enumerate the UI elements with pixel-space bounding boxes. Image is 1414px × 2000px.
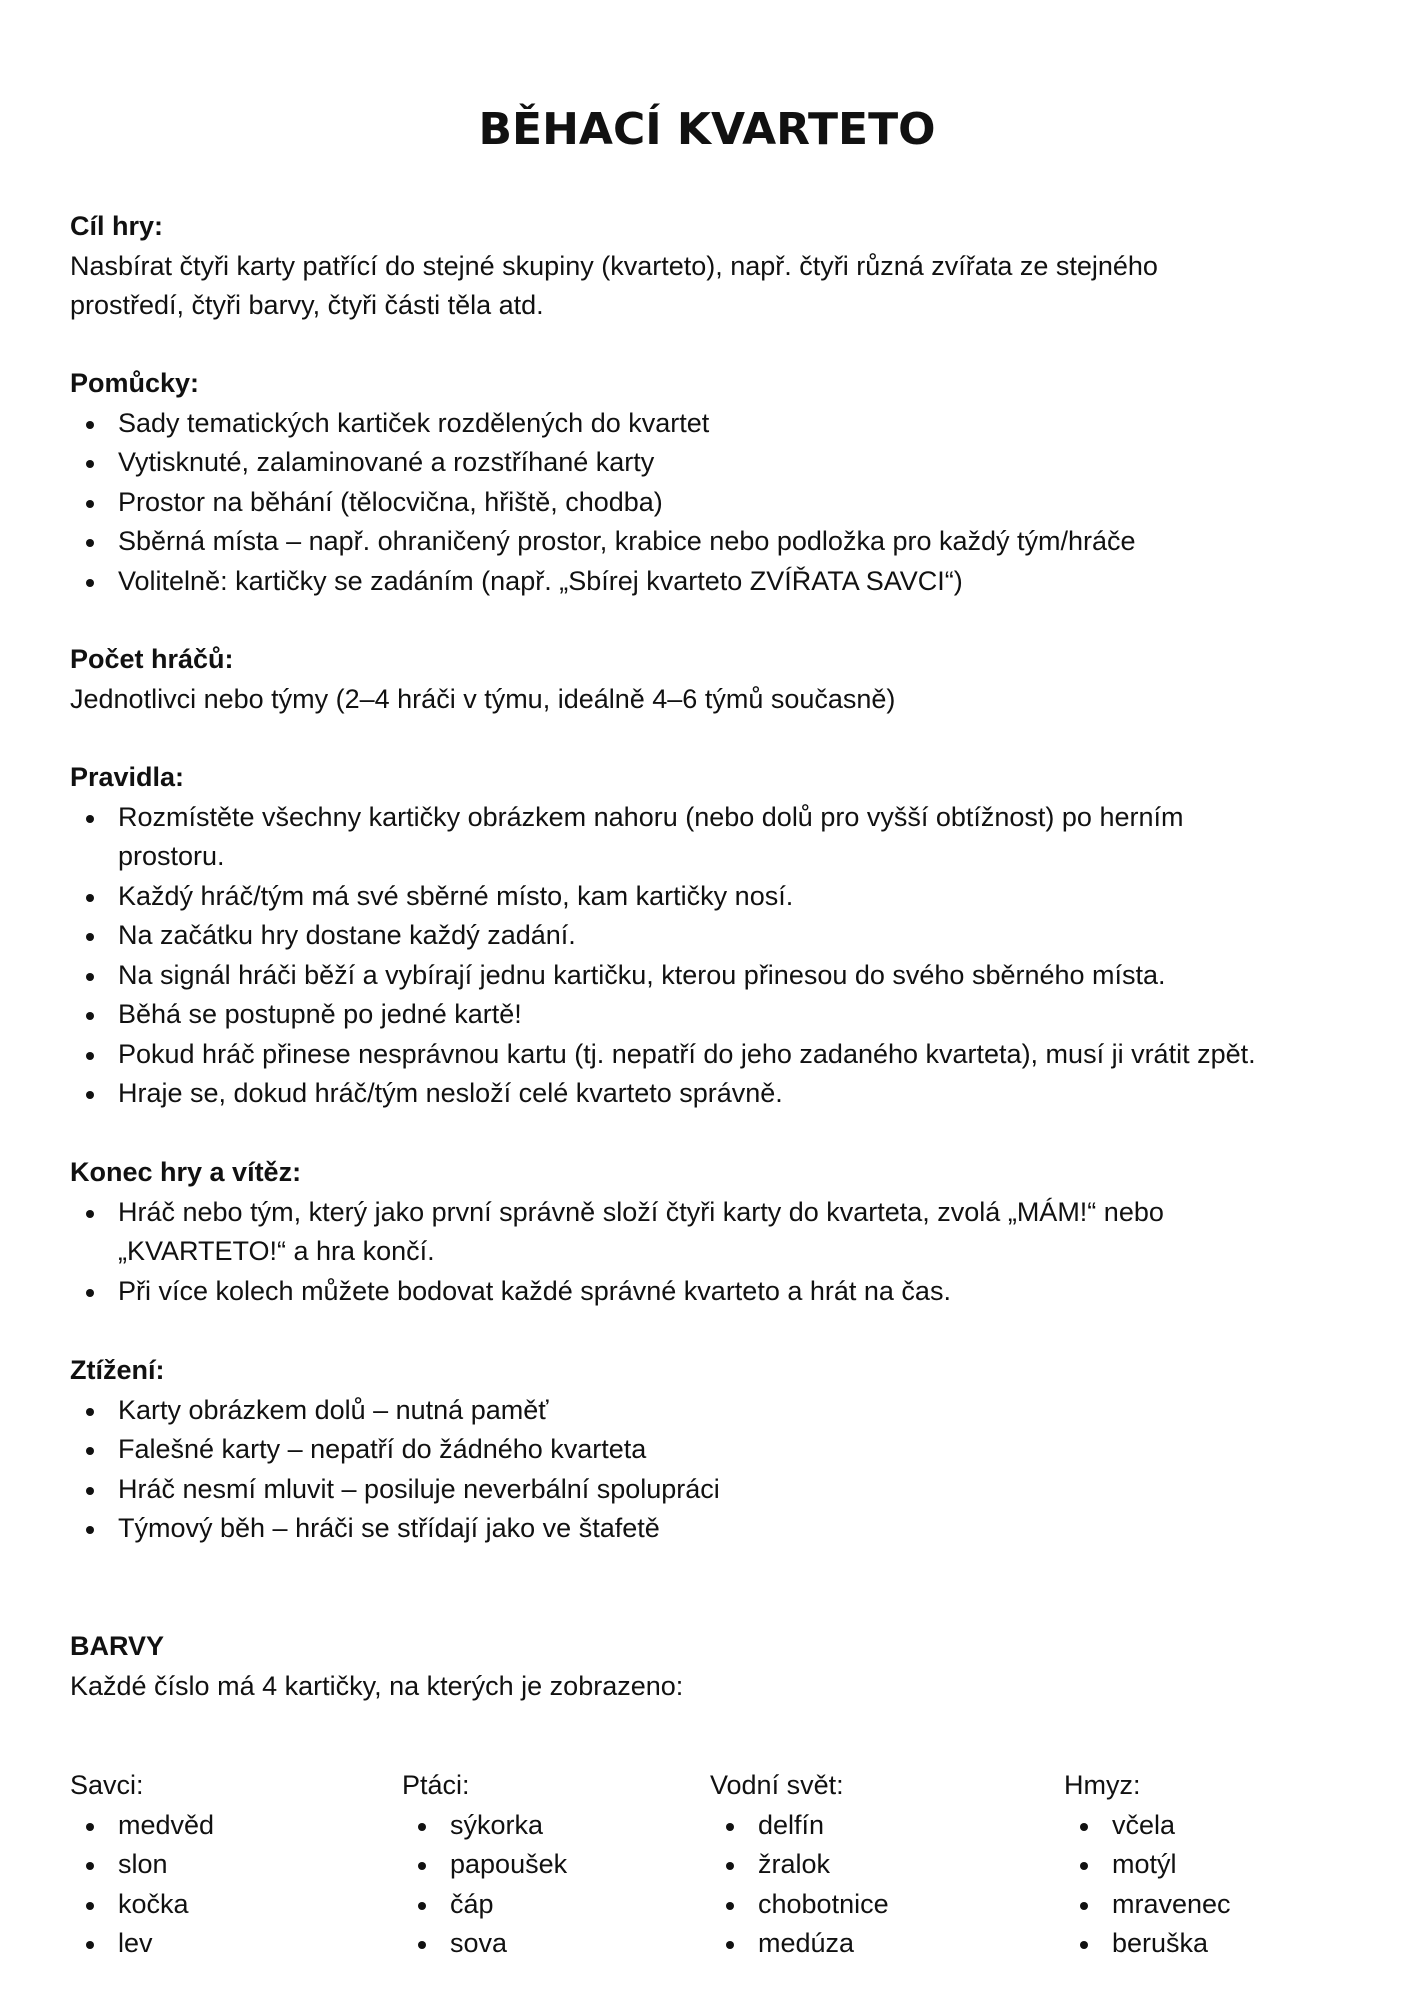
list-item: Každý hráč/tým má své sběrné místo, kam kartičky nosí. [70, 877, 1320, 917]
list-item: Prostor na běhání (tělocvična, hřiště, chodba) [70, 483, 1360, 523]
list-item: slon [70, 1845, 214, 1885]
list-item: žralok [710, 1845, 889, 1885]
list-item: Rozmístěte všechny kartičky obrázkem nahoru (nebo dolů pro vyšší obtížnost) po herním prostoru. [70, 798, 1238, 877]
list-item: Sady tematických kartiček rozdělených do kvartet [70, 404, 1360, 444]
list-item: medúza [710, 1924, 889, 1964]
tools-section [70, 364, 1360, 601]
list-item: Sběrná místa – např. ohraničený prostor, krabice nebo podložka pro každý tým/hráče [70, 522, 1360, 562]
rules-list [70, 798, 1320, 1114]
rules-section [70, 758, 1360, 1114]
list-item: beruška [1064, 1924, 1231, 1964]
list-item: kočka [70, 1885, 214, 1925]
list-item: Na začátku hry dostane každý zadání. [70, 916, 1320, 956]
colors-text: Každé číslo má 4 kartičky, na kterých je zobrazeno: [70, 1670, 684, 1701]
group-list [710, 1806, 889, 1964]
list-item: včela [1064, 1806, 1231, 1846]
list-item: motýl [1064, 1845, 1231, 1885]
end-section [70, 1153, 1360, 1311]
group-title: Ptáci: [402, 1770, 470, 1800]
players-section [70, 640, 1360, 719]
list-item: Karty obrázkem dolů – nutná paměť [70, 1391, 1360, 1431]
group-list [402, 1806, 567, 1964]
colors-section [70, 1627, 1360, 1706]
group-list [1064, 1806, 1231, 1964]
group-title: Savci: [70, 1770, 144, 1800]
group-column-birds [402, 1766, 567, 1964]
list-item: Týmový běh – hráči se střídají jako ve štafetě [70, 1509, 1360, 1549]
group-column-insects [1064, 1766, 1231, 1964]
harder-heading: Ztížení: [70, 1355, 165, 1385]
harder-section [70, 1351, 1360, 1549]
list-item: Při více kolech můžete bodovat každé správné kvarteto a hrát na čas. [70, 1272, 1360, 1312]
colors-heading: BARVY [70, 1631, 165, 1661]
list-item: Pokud hráč přinese nesprávnou kartu (tj. nepatří do jeho zadaného kvarteta), musí ji vrátit zpět. [70, 1035, 1320, 1075]
list-item: Hráč nebo tým, který jako první správně složí čtyři karty do kvarteta, zvolá „MÁM!“ nebo „KVARTETO!“ a hra končí. [70, 1193, 1268, 1272]
list-item: Volitelně: kartičky se zadáním (např. „Sbírej kvarteto ZVÍŘATA SAVCI“) [70, 562, 1360, 602]
page-title: BĚHACÍ KVARTETO [478, 104, 936, 155]
list-item: Falešné karty – nepatří do žádného kvarteta [70, 1430, 1360, 1470]
list-item: Hráč nesmí mluvit – posiluje neverbální spolupráci [70, 1470, 1360, 1510]
rules-heading: Pravidla: [70, 762, 185, 792]
list-item: delfín [710, 1806, 889, 1846]
list-item: Vytisknuté, zalaminované a rozstříhané karty [70, 443, 1360, 483]
harder-list [70, 1391, 1360, 1549]
list-item: sýkorka [402, 1806, 567, 1846]
list-item: lev [70, 1924, 214, 1964]
group-title: Hmyz: [1064, 1770, 1141, 1800]
goal-heading: Cíl hry: [70, 211, 164, 241]
end-heading: Konec hry a vítěz: [70, 1157, 302, 1187]
group-column-water [710, 1766, 889, 1964]
group-list [70, 1806, 214, 1964]
goal-section [70, 207, 1360, 326]
players-text: Jednotlivci nebo týmy (2–4 hráči v týmu, ideálně 4–6 týmů současně) [70, 683, 896, 714]
group-title: Vodní svět: [710, 1770, 844, 1800]
list-item: chobotnice [710, 1885, 889, 1925]
list-item: Hraje se, dokud hráč/tým nesloží celé kvarteto správně. [70, 1074, 1320, 1114]
end-list [70, 1193, 1360, 1312]
list-item: sova [402, 1924, 567, 1964]
players-heading: Počet hráčů: [70, 644, 234, 674]
list-item: medvěd [70, 1806, 214, 1846]
tools-list [70, 404, 1360, 602]
group-column-mammals [70, 1766, 214, 1964]
list-item: papoušek [402, 1845, 567, 1885]
list-item: mravenec [1064, 1885, 1231, 1925]
list-item: čáp [402, 1885, 567, 1925]
goal-text: Nasbírat čtyři karty patřící do stejné skupiny (kvarteto), např. čtyři různá zvířata ze stejného prostředí, čtyři barvy, čtyři části těla atd. [70, 250, 1158, 320]
list-item: Na signál hráči běží a vybírají jednu kartičku, kterou přinesou do svého sběrného místa. [70, 956, 1320, 996]
tools-heading: Pomůcky: [70, 368, 200, 398]
list-item: Běhá se postupně po jedné kartě! [70, 995, 1320, 1035]
